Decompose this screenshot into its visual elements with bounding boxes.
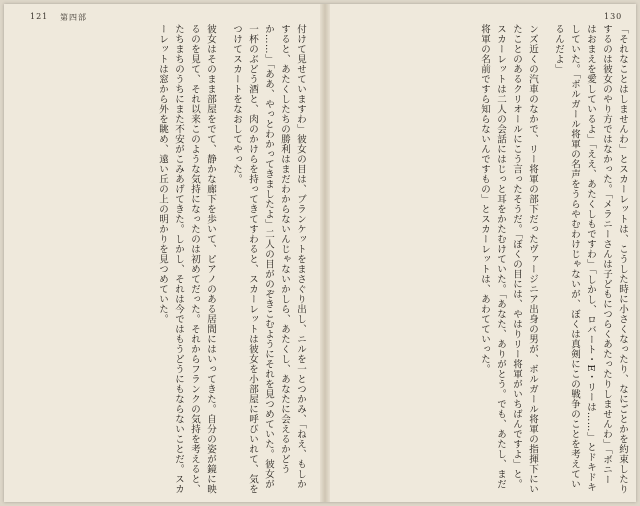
running-head: 第四部 xyxy=(60,13,87,22)
left-upper-text: 付けて見せていますわ」彼女の目は、ブランケットをまさぐり出し、ニルを一とつかみ、「ねえ、もしかすると、あたくしたちの勝利はまだわからないんじゃないかしら、あたくし、あなたに会えるかどうか……」「ああ、やっとわかってきましたよ」二人の目がのぞきこむようにそれを見つめていた。彼女が一杯のぶどう酒と、肉のかけらを持ってきてすわると、スカーレットは彼女を小部屋に呼びいれて、気をつけてスカートをなおしてやった。 xyxy=(231,24,306,494)
left-page xyxy=(18,24,308,494)
left-lower-text: 彼女はそのまま部屋をでて、静かな廊下を歩いて、ピアノのある居間にはいってきた。自分の姿が鏡に映るのを見て、それ以来このような気持になったのは初めてだった。それからフランクの気持を考えると、たちまちのうちにまた不安がこみあげてきた。しかし、それは今ではもうどうにもならないことだ。スカーレットは窓から外を眺め、遠い丘の上の明かりを見つめていた。 xyxy=(157,24,216,494)
right-page-number: 130 xyxy=(604,12,623,21)
right-upper-text: 「それなことはしませんわ」とスカーレットは、こうした時に小さくなったり、なにごとかを約束したりするのは彼女のやり方ではなかった。「メラニーさんは子どもにつらくあたったりしませんわ」「ボニーはおまえを愛しているよ」「ええ、あたくしもですわ」「しかし、ロバート・E・リーは……」とドキドキしていた。「ボルガール将軍の名声をうらやむわけじゃないが、ぼくは真剣にこの戦争のことを考えているんだよ」 xyxy=(553,24,628,494)
right-page xyxy=(340,24,630,494)
left-page-number: 121 xyxy=(30,12,49,21)
right-lower-text: ンズ近くの汽車のなかで、リー将軍の部下だったヴァージニア出身の男が、ボルガール将軍の指揮下にいたことのあるクリオールにこう言ったそうだ。「ぼくの目には、やはりリー将軍がいちばんですよ」と。スカーレットは二人の会話にはじっと耳をかたむけていた。「あなた、ありがとう。でも、あたし、まだ将軍の名前ですら知らないんですもの」とスカーレットは、あわてていった。 xyxy=(479,24,538,494)
book-spread xyxy=(4,4,636,502)
book-gutter xyxy=(320,4,330,502)
